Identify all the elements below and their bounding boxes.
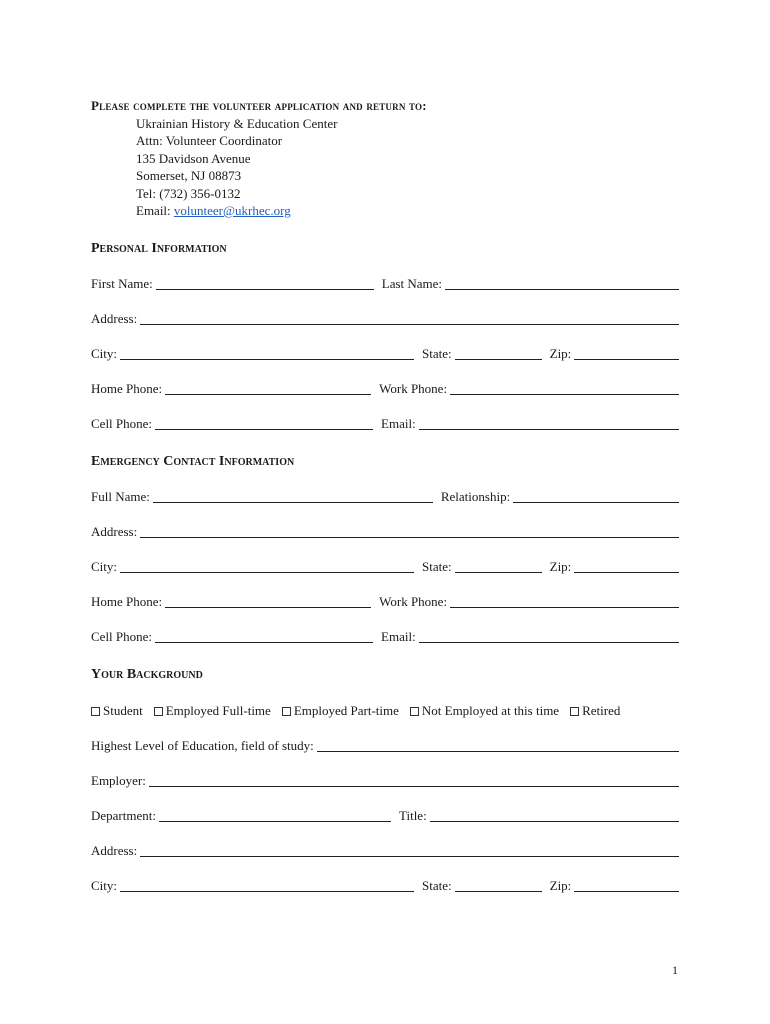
address-field[interactable]	[140, 312, 679, 325]
full-name-field[interactable]	[153, 490, 433, 503]
checkbox-icon[interactable]	[282, 707, 291, 716]
row-department-title	[91, 808, 679, 824]
title-label: Title:	[398, 808, 427, 823]
email-line	[136, 202, 337, 219]
first-name-label: First Name:	[91, 276, 153, 291]
work-phone-field[interactable]	[450, 595, 679, 608]
first-name-field[interactable]	[156, 277, 374, 290]
work-phone-label: Work Phone:	[379, 594, 448, 609]
last-name-field[interactable]	[445, 277, 679, 290]
section-heading-personal: Personal Information	[91, 241, 227, 256]
row-cell-email	[91, 416, 679, 432]
checkbox-icon[interactable]	[410, 707, 419, 716]
zip-label: Zip:	[549, 559, 572, 574]
title-field[interactable]	[430, 809, 679, 822]
address-line: 135 Davidson Avenue	[136, 150, 251, 166]
intro-heading: Please complete the volunteer application and return to:	[91, 98, 427, 113]
row-names	[91, 276, 679, 292]
row-emergency-cell-email	[91, 629, 679, 645]
checkbox-icon[interactable]	[154, 707, 163, 716]
email-label: Email:	[136, 203, 174, 219]
email-label: Email:	[381, 416, 416, 431]
cell-phone-label: Cell Phone:	[91, 416, 153, 431]
option-employed-part-time[interactable]	[282, 703, 399, 719]
work-phone-label: Work Phone:	[379, 381, 448, 396]
address-label: Address:	[91, 843, 138, 858]
last-name-label: Last Name:	[381, 276, 443, 291]
state-label: State:	[422, 878, 452, 893]
department-label: Department:	[91, 808, 156, 823]
address-line: Attn: Volunteer Coordinator	[136, 133, 283, 149]
row-emergency-city	[91, 559, 679, 575]
employer-label: Employer:	[91, 773, 146, 788]
state-field[interactable]	[455, 347, 542, 360]
option-label: Retired	[582, 703, 621, 718]
zip-field[interactable]	[574, 560, 679, 573]
option-label: Employed Full-time	[165, 703, 271, 718]
address-line: Ukrainian History & Education Center	[136, 116, 338, 131]
option-not-employed[interactable]	[410, 703, 559, 719]
option-label: Student	[103, 703, 143, 718]
row-emergency-address	[91, 524, 679, 540]
city-label: City:	[91, 878, 118, 893]
address-line: Somerset, NJ 08873	[136, 168, 242, 184]
row-address	[91, 311, 679, 327]
section-heading-emergency: Emergency Contact Information	[91, 454, 295, 469]
education-label: Highest Level of Education, field of study:	[91, 738, 314, 753]
employer-field[interactable]	[149, 774, 679, 787]
cell-phone-field[interactable]	[155, 417, 373, 430]
address-line: Tel: (732) 356-0132	[136, 185, 241, 201]
state-label: State:	[422, 346, 452, 361]
address-label: Address:	[91, 524, 138, 539]
option-label: Employed Part-time	[293, 703, 399, 718]
email-field[interactable]	[419, 417, 679, 430]
relationship-label: Relationship:	[440, 489, 511, 504]
return-address	[136, 115, 337, 219]
home-phone-label: Home Phone:	[91, 594, 163, 609]
city-field[interactable]	[120, 879, 414, 892]
row-employer	[91, 773, 679, 789]
email-label: Email:	[381, 629, 416, 644]
section-heading-background: Your Background	[91, 667, 203, 682]
email-link[interactable]: volunteer@ukrhec.org	[173, 203, 291, 219]
employment-status-options	[91, 703, 679, 719]
option-label: Not Employed at this time	[421, 703, 560, 718]
row-employer-address	[91, 843, 679, 859]
address-field[interactable]	[140, 525, 679, 538]
home-phone-label: Home Phone:	[91, 381, 163, 396]
row-employer-city	[91, 878, 679, 894]
option-employed-full-time[interactable]	[154, 703, 271, 719]
option-student[interactable]	[91, 703, 143, 719]
checkbox-icon[interactable]	[570, 707, 579, 716]
city-field[interactable]	[120, 347, 414, 360]
full-name-label: Full Name:	[91, 489, 150, 504]
home-phone-field[interactable]	[165, 382, 371, 395]
row-emergency-phones	[91, 594, 679, 610]
cell-phone-label: Cell Phone:	[91, 629, 153, 644]
row-city	[91, 346, 679, 362]
page-number: 1	[672, 963, 678, 977]
state-label: State:	[422, 559, 452, 574]
address-label: Address:	[91, 311, 138, 326]
zip-label: Zip:	[549, 878, 572, 893]
row-phones	[91, 381, 679, 397]
relationship-field[interactable]	[513, 490, 679, 503]
city-label: City:	[91, 346, 118, 361]
zip-field[interactable]	[574, 347, 679, 360]
work-phone-field[interactable]	[450, 382, 679, 395]
row-education	[91, 738, 679, 754]
zip-field[interactable]	[574, 879, 679, 892]
city-label: City:	[91, 559, 118, 574]
education-field[interactable]	[317, 739, 679, 752]
state-field[interactable]	[455, 879, 542, 892]
row-emergency-name	[91, 489, 679, 505]
cell-phone-field[interactable]	[155, 630, 373, 643]
address-field[interactable]	[140, 844, 679, 857]
state-field[interactable]	[455, 560, 542, 573]
email-field[interactable]	[419, 630, 679, 643]
home-phone-field[interactable]	[165, 595, 371, 608]
department-field[interactable]	[159, 809, 391, 822]
checkbox-icon[interactable]	[91, 707, 100, 716]
city-field[interactable]	[120, 560, 414, 573]
option-retired[interactable]	[570, 703, 620, 719]
zip-label: Zip:	[549, 346, 572, 361]
